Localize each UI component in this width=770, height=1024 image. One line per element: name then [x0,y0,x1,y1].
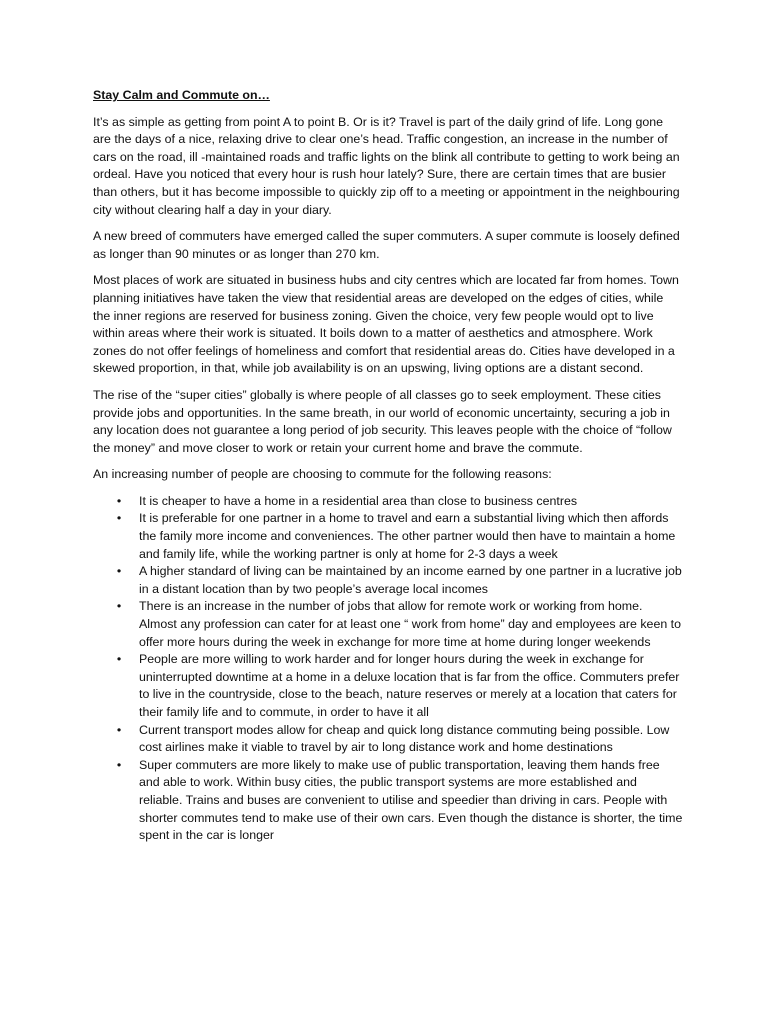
list-item-text: A higher standard of living can be maintained by an income earned by one partner in a lucrative job in a distant location than by two people’s average local incomes [139,564,682,596]
bullet-icon: • [116,493,122,508]
paragraph-reasons-intro: An increasing number of people are choosing to commute for the following reasons: [93,467,552,482]
paragraph-super-commuters: A new breed of commuters have emerged called the super commuters. A super commute is loosely defined as longer than 90 minutes or as longer than 270 km. [93,229,680,261]
paragraph-intro: It’s as simple as getting from point A to point B. Or is it? Travel is part of the daily grind of life. Long gone are the days of a nice, relaxing drive to clear one’s head. Traffic congestion, an increase in the number of cars on the road, ill -maintained roads and traffic lights on the blink all contribute to getting to work being an ordeal. Have you noticed that every hour is rush hour lately? Sure, there are certain times that are busier than others, but it has become impossible to quickly zip off to a meeting or appointment in the neighbouring city without clearing half a day in your diary. [93,114,680,217]
list-item-text: Current transport modes allow for cheap and quick long distance commuting being possible. Low cost airlines make it viable to travel by air to long distance work and home destinations [139,722,670,755]
list-item [93,510,683,563]
list-item [93,757,683,845]
list-item [93,563,683,598]
document-title: Stay Calm and Commute on… [93,88,270,102]
list-item-text: People are more willing to work harder and for longer hours during the week in exchange for uninterrupted downtime at a home in a deluxe location that is far from the office. Commuters prefer to live in the countryside, close to the beach, nature reserves or merely at a location that caters for their family life and to commute, in order to have it all [139,652,680,719]
paragraph-business-hubs: Most places of work are situated in business hubs and city centres which are located far from homes. Town planning initiatives have taken the view that residential areas are developed on the edges of cities, while the inner regions are reserved for business zoning. Given the choice, very few people would opt to live within areas where their work is situated. It boils down to a matter of aesthetics and atmosphere. Work zones do not offer feelings of homeliness and comfort that residential areas do. Cities have developed in a skewed proportion, in that, while job availability is on an upswing, living options are a distant second. [93,273,679,376]
list-item-text: It is cheaper to have a home in a residential area than close to business centres [139,493,578,508]
bullet-icon: • [116,722,122,737]
list-item [93,598,683,651]
document-body [93,87,683,845]
bullet-icon: • [116,511,122,526]
list-item-text: It is preferable for one partner in a home to travel and earn a substantial living which then affords the family more income and conveniences. The other partner would then have to maintain a home and family life, while the working partner is only at home for 2-3 days a week [139,511,676,561]
bullet-icon: • [116,652,122,667]
bullet-icon: • [116,757,122,772]
bullet-icon: • [116,599,122,614]
list-item-text: There is an increase in the number of jobs that allow for remote work or working from home. Almost any profession can cater for at least one “ work from home” day and employees are keen to offer more hours during the week in exchange for more time at home during longer weekends [139,599,682,649]
list-item [93,722,683,757]
paragraph-super-cities: The rise of the “super cities” globally is where people of all classes go to seek employment. These cities provide jobs and opportunities. In the same breath, in our world of economic uncertainty, securing a job in any location does not guarantee a long period of job security. This leaves people with the choice of “follow the money” and move closer to work or retain your current home and brave the commute. [93,387,672,455]
list-item-text: Super commuters are more likely to make use of public transportation, leaving them hands free and able to work. Within busy cities, the public transport systems are more established and reliable. Trains and buses are convenient to utilise and speedier than driving in cars. People with shorter commutes tend to make use of their own cars. Even though the distance is shorter, the time spent in the car is longer [139,757,683,843]
list-item [93,493,683,511]
reasons-list [93,493,683,845]
list-item [93,651,683,721]
bullet-icon: • [116,564,122,579]
